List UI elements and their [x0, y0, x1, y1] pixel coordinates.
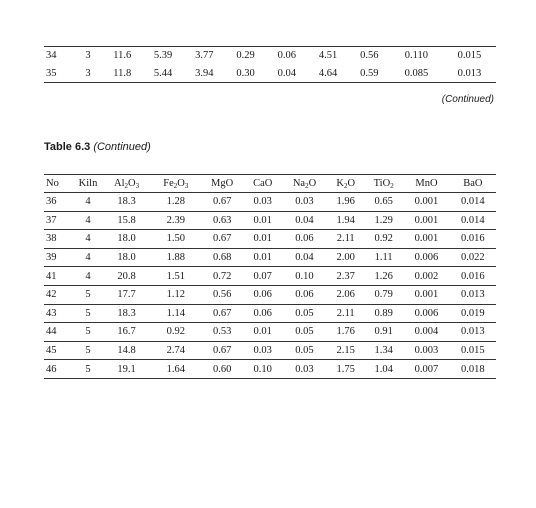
table-cell: 0.015 — [443, 47, 496, 65]
table-cell: 44 — [44, 323, 74, 342]
table-caption — [44, 141, 151, 153]
table-cell: 19.1 — [102, 360, 151, 379]
table-cell: 0.05 — [282, 323, 328, 342]
table-cell: 11.6 — [102, 47, 142, 65]
table-cell: 0.01 — [244, 230, 282, 249]
table-cell: 0.10 — [282, 267, 328, 286]
table-cell: 4 — [74, 267, 102, 286]
table-cell: 0.06 — [282, 285, 328, 304]
header-text: CaO — [253, 178, 273, 189]
header-subscript: 2 — [343, 182, 348, 190]
table-cell: 0.01 — [244, 248, 282, 267]
table-row — [44, 47, 496, 65]
header-text: MgO — [211, 178, 234, 189]
header-text: O — [128, 178, 136, 189]
table-cell: 0.68 — [200, 248, 243, 267]
table-cell: 1.50 — [151, 230, 200, 249]
table-cell: 5 — [74, 285, 102, 304]
table-cell: 46 — [44, 360, 74, 379]
table-cell: 0.001 — [403, 230, 449, 249]
table-cell: 0.013 — [443, 65, 496, 83]
column-header — [403, 175, 449, 193]
table-cell: 2.11 — [327, 304, 364, 323]
table-cell: 41 — [44, 267, 74, 286]
table-cell: 0.01 — [244, 323, 282, 342]
header-text: K — [336, 178, 344, 189]
table-cell: 11.8 — [102, 65, 142, 83]
column-header — [44, 175, 74, 193]
column-header — [364, 175, 403, 193]
table-cell: 3.77 — [184, 47, 225, 65]
table-cell: 3 — [74, 65, 102, 83]
table-cell: 1.76 — [327, 323, 364, 342]
table-cell: 0.014 — [450, 211, 496, 230]
table-cell: 42 — [44, 285, 74, 304]
table-row — [44, 304, 496, 323]
table-cell: 3 — [74, 47, 102, 65]
table-cell: 0.003 — [403, 341, 449, 360]
table-cell: 5 — [74, 341, 102, 360]
table-cell: 36 — [44, 193, 74, 212]
table-cell: 0.59 — [349, 65, 390, 83]
table-cell: 0.91 — [364, 323, 403, 342]
table-cell: 0.013 — [450, 285, 496, 304]
table-cell: 0.03 — [282, 360, 328, 379]
header-text: BaO — [463, 178, 483, 189]
header-text: Kiln — [78, 178, 98, 189]
table-row — [44, 65, 496, 83]
table-cell: 0.001 — [403, 285, 449, 304]
table-cell: 20.8 — [102, 267, 151, 286]
header-text: MnO — [415, 178, 438, 189]
table-cell: 16.7 — [102, 323, 151, 342]
table-cell: 0.06 — [244, 304, 282, 323]
header-text: O — [347, 178, 356, 189]
table-cell: 4 — [74, 248, 102, 267]
table-cell: 0.63 — [200, 211, 243, 230]
table-cell: 1.34 — [364, 341, 403, 360]
table-cell: 0.03 — [244, 193, 282, 212]
table-cell: 15.8 — [102, 211, 151, 230]
header-text: Al — [114, 178, 125, 189]
table-cell: 0.004 — [403, 323, 449, 342]
table-cell: 0.015 — [450, 341, 496, 360]
table-cell: 0.006 — [403, 304, 449, 323]
table-cell: 1.51 — [151, 267, 200, 286]
table-cell: 2.74 — [151, 341, 200, 360]
table-cell: 0.006 — [403, 248, 449, 267]
table-cell: 0.67 — [200, 230, 243, 249]
table-cell: 0.07 — [244, 267, 282, 286]
table-row — [44, 193, 496, 212]
table-cell: 1.26 — [364, 267, 403, 286]
table-row — [44, 323, 496, 342]
table-cell: 0.05 — [282, 304, 328, 323]
table-cell: 0.001 — [403, 193, 449, 212]
table-cell: 0.89 — [364, 304, 403, 323]
table-cell: 0.56 — [349, 47, 390, 65]
table-cell: 0.67 — [200, 341, 243, 360]
header-subscript: 3 — [184, 182, 189, 190]
table-cell: 0.016 — [450, 267, 496, 286]
table-cell: 0.67 — [200, 304, 243, 323]
header-subscript: 2 — [390, 182, 394, 190]
table-cell: 2.15 — [327, 341, 364, 360]
continued-note: (Continued) — [441, 94, 494, 105]
header-text: Fe — [163, 178, 174, 189]
table-cell: 5 — [74, 304, 102, 323]
table-row — [44, 211, 496, 230]
column-header — [327, 175, 364, 193]
table-cell: 0.60 — [200, 360, 243, 379]
table-cell: 14.8 — [102, 341, 151, 360]
table-cell: 4.64 — [307, 65, 348, 83]
column-header — [244, 175, 282, 193]
table-cell: 4.51 — [307, 47, 348, 65]
table-cell: 0.92 — [364, 230, 403, 249]
data-table — [44, 174, 496, 379]
table-cell: 0.72 — [200, 267, 243, 286]
table-cell: 2.39 — [151, 211, 200, 230]
table-cell: 5 — [74, 323, 102, 342]
table-cell: 1.04 — [364, 360, 403, 379]
header-text: O — [308, 178, 317, 189]
table-cell: 0.30 — [225, 65, 266, 83]
table-cell: 0.03 — [244, 341, 282, 360]
header-subscript: 3 — [135, 182, 140, 190]
table-row — [44, 285, 496, 304]
table-cell: 2.06 — [327, 285, 364, 304]
table-cell: 18.0 — [102, 230, 151, 249]
header-text: Na — [292, 178, 306, 189]
table-cell: 1.64 — [151, 360, 200, 379]
table-cell: 1.11 — [364, 248, 403, 267]
table-cell: 1.12 — [151, 285, 200, 304]
header-subscript: 2 — [305, 182, 309, 190]
table-row — [44, 267, 496, 286]
table-cell: 0.53 — [200, 323, 243, 342]
table-cell: 35 — [44, 65, 74, 83]
table-cell: 2.00 — [327, 248, 364, 267]
table-cell: 0.06 — [266, 47, 307, 65]
table-cell: 0.085 — [390, 65, 443, 83]
table-cell: 0.022 — [450, 248, 496, 267]
table-cell: 1.14 — [151, 304, 200, 323]
table-cell: 0.019 — [450, 304, 496, 323]
table-cell: 0.016 — [450, 230, 496, 249]
table-cell: 5 — [74, 360, 102, 379]
column-header — [450, 175, 496, 193]
table-cell: 1.28 — [151, 193, 200, 212]
table-cell: 17.7 — [102, 285, 151, 304]
table-cell: 0.05 — [282, 341, 328, 360]
table-cell: 18.3 — [102, 304, 151, 323]
table-cell: 0.56 — [200, 285, 243, 304]
table-row — [44, 341, 496, 360]
table-cell: 4 — [74, 193, 102, 212]
table-cell: 18.0 — [102, 248, 151, 267]
table-cell: 0.018 — [450, 360, 496, 379]
table-cell: 0.65 — [364, 193, 403, 212]
table-cell: 3.94 — [184, 65, 225, 83]
column-header — [74, 175, 102, 193]
table-cell: 0.67 — [200, 193, 243, 212]
table-cell: 2.37 — [327, 267, 364, 286]
table-cell: 0.79 — [364, 285, 403, 304]
table-cell: 0.04 — [282, 211, 328, 230]
table-header-row — [44, 175, 496, 193]
continuation-table — [44, 46, 496, 83]
table-cell: 0.002 — [403, 267, 449, 286]
table-caption-continued: (Continued) — [93, 141, 151, 153]
table-cell: 2.11 — [327, 230, 364, 249]
header-text: TiO — [373, 178, 391, 189]
table-cell: 43 — [44, 304, 74, 323]
table-cell: 0.04 — [266, 65, 307, 83]
table-cell: 1.29 — [364, 211, 403, 230]
table-cell: 0.03 — [282, 193, 328, 212]
table-cell: 0.06 — [244, 285, 282, 304]
table-cell: 0.06 — [282, 230, 328, 249]
table-row — [44, 248, 496, 267]
table-row — [44, 360, 496, 379]
column-header — [151, 175, 200, 193]
table-cell: 37 — [44, 211, 74, 230]
table-cell: 0.013 — [450, 323, 496, 342]
header-subscript: 2 — [173, 182, 178, 190]
table-cell: 4 — [74, 211, 102, 230]
table-cell: 0.04 — [282, 248, 328, 267]
table-cell: 0.10 — [244, 360, 282, 379]
table-row — [44, 230, 496, 249]
table-cell: 0.014 — [450, 193, 496, 212]
table-cell: 39 — [44, 248, 74, 267]
table-cell: 1.96 — [327, 193, 364, 212]
table-cell: 5.44 — [142, 65, 183, 83]
table-cell: 18.3 — [102, 193, 151, 212]
header-subscript: 2 — [124, 182, 129, 190]
table-cell: 1.94 — [327, 211, 364, 230]
table-cell: 1.88 — [151, 248, 200, 267]
header-text: No — [46, 178, 59, 189]
table-cell: 34 — [44, 47, 74, 65]
table-cell: 0.001 — [403, 211, 449, 230]
table-cell: 0.29 — [225, 47, 266, 65]
column-header — [200, 175, 243, 193]
table-cell: 45 — [44, 341, 74, 360]
table-cell: 0.007 — [403, 360, 449, 379]
table-caption-label: Table 6.3 — [44, 141, 91, 153]
table-cell: 0.92 — [151, 323, 200, 342]
header-text: O — [177, 178, 185, 189]
column-header — [282, 175, 328, 193]
table-cell: 1.75 — [327, 360, 364, 379]
table-cell: 38 — [44, 230, 74, 249]
table-cell: 4 — [74, 230, 102, 249]
table-cell: 0.01 — [244, 211, 282, 230]
column-header — [102, 175, 151, 193]
table-cell: 5.39 — [142, 47, 183, 65]
table-cell: 0.110 — [390, 47, 443, 65]
